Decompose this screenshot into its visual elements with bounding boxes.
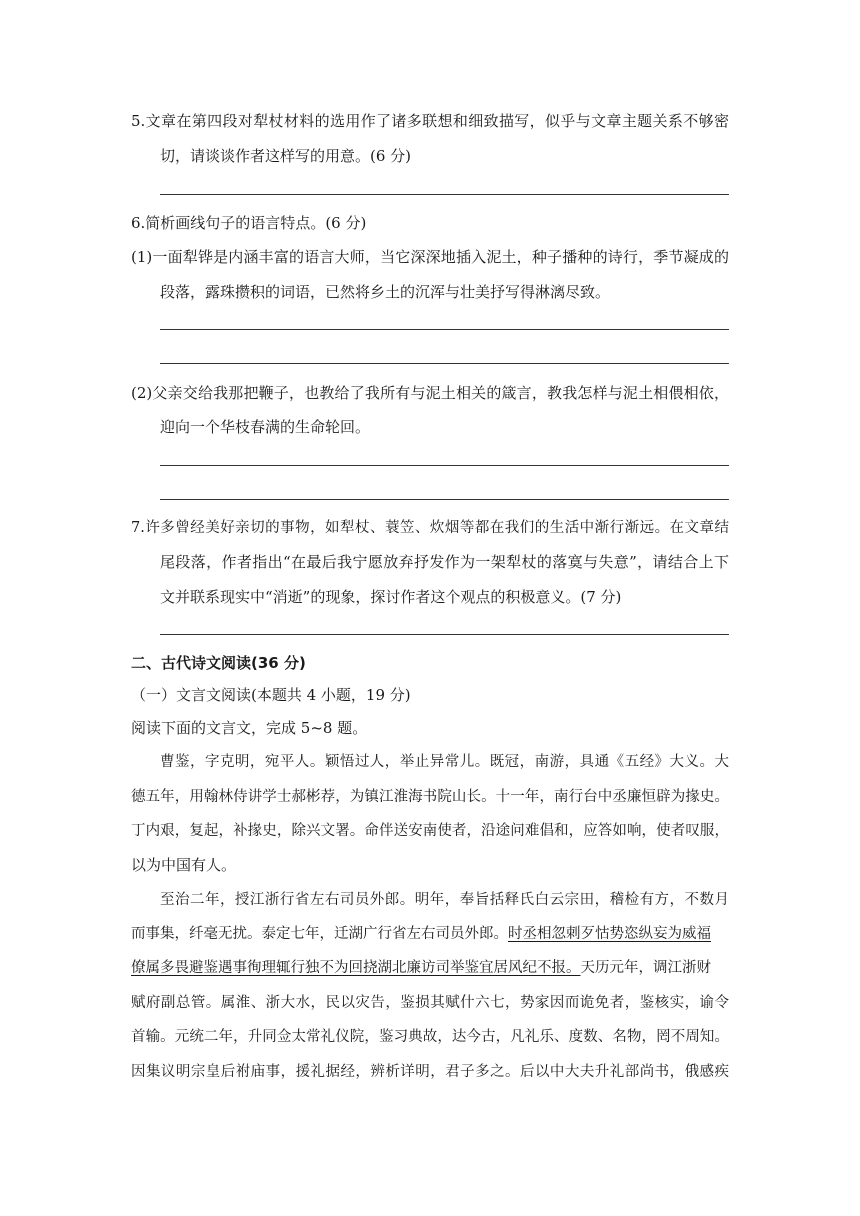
passage-p2-line-6: 因集议明宗皇后祔庙事，援礼据经，辨析详明，君子多之。后以中大夫升礼部尚书，俄感疾: [131, 1064, 729, 1080]
section-title: 二、古代诗文阅读(36 分): [131, 654, 306, 672]
passage-p1-line-3: 丁内艰，复起，补掾史，除兴文署。命伴送安南使者，沿途问难倡和，应答如响，使者叹服，: [131, 823, 729, 839]
passage-p2-line-2-text: 而事集，纤毫无扰。泰定七年，迁湖广行省左右司员外郎。: [131, 926, 508, 942]
passage-p1-line-2: 德五年，用翰林侍讲学士郝彬荐，为镇江淮海书院山长。十一年，南行台中丞廉恒辟为掾史。: [131, 789, 729, 805]
q6-p1-line-2: 段落，露珠攒积的词语，已然将乡土的沉浑与壮美抒写得淋漓尽致。: [160, 283, 611, 301]
q7-line-1: 7.许多曾经美好亲切的事物，如犁杖、蓑笠、炊烟等都在我们的生活中渐行渐远。在文章结: [131, 520, 729, 536]
q6-p2-answer-line-1: [160, 465, 729, 466]
passage-p2-line-1: 至治二年，授江浙行省左右司员外郎。明年，奉旨括释氏白云宗田，稽检有方，不数月: [160, 892, 729, 908]
q7-line-3: 文并联系现实中“消逝”的现象，探讨作者这个观点的积极意义。(7 分): [160, 588, 622, 606]
section-subtitle: （一）文言文阅读(本题共 4 小题，19 分): [131, 686, 411, 704]
q6-title: 6.简析画线句子的语言特点。(6 分): [131, 214, 367, 232]
passage-p2-line-3: [131, 958, 729, 978]
passage-p2-line-3-text: 天历元年，调江浙财: [580, 960, 711, 976]
q6-p1-answer-line-1: [160, 329, 729, 330]
q6-p2-line-1: (2)父亲交给我那把鞭子，也教给了我所有与泥土相关的箴言，教我怎样与泥土相偎相依，: [131, 384, 729, 402]
underlined-sentence-part-1: 时丞相忽刺歹怙势恣纵妄为威福: [508, 926, 711, 942]
q6-p2-line-2: 迎向一个华枝春满的生命轮回。: [160, 418, 371, 436]
underlined-sentence-part-2: 僚属多畏避鉴遇事徇理辄行独不为回挠湖北廉访司举鉴宜居风纪不报。: [131, 960, 581, 976]
q6-p1-line-1: (1)一面犁铧是内涵丰富的语言大师，当它深深地插入泥土，种子播种的诗行，季节凝成的: [131, 248, 729, 266]
passage-p1-line-4: 以为中国有人。: [131, 856, 237, 874]
q6-p1-answer-line-2: [160, 363, 729, 364]
passage-p1-line-1: 曹鉴，字克明，宛平人。颖悟过人，举止异常儿。既冠，南游，具通《五经》大义。大: [160, 754, 729, 770]
q5-line-1: 5.文章在第四段对犁杖材料的选用作了诸多联想和细致描写，似乎与文章主题关系不够密: [131, 112, 729, 130]
passage-p2-line-5: 首输。元统二年，升同佥太常礼仪院，鉴习典故，达今古，凡礼乐、度数、名物，罔不周知。: [131, 1029, 729, 1045]
passage-p2-line-4: 赋府副总管。属淮、浙大水，民以灾告，鉴损其赋什六七，势家因而诡免者，鉴核实，谕令: [131, 995, 729, 1011]
q7-line-2: 尾段落，作者指出“在最后我宁愿放弃抒发作为一架犁杖的落寞与失意”，请结合上下: [160, 553, 729, 571]
q5-answer-line: [160, 194, 729, 195]
q6-p2-answer-line-2: [160, 499, 729, 500]
q7-answer-line: [160, 634, 729, 635]
passage-p2-line-2: [131, 924, 729, 944]
section-instruction: 阅读下面的文言文，完成 5~8 题。: [131, 719, 368, 737]
q5-line-2: 切，请谈谈作者这样写的用意。(6 分): [160, 147, 412, 165]
